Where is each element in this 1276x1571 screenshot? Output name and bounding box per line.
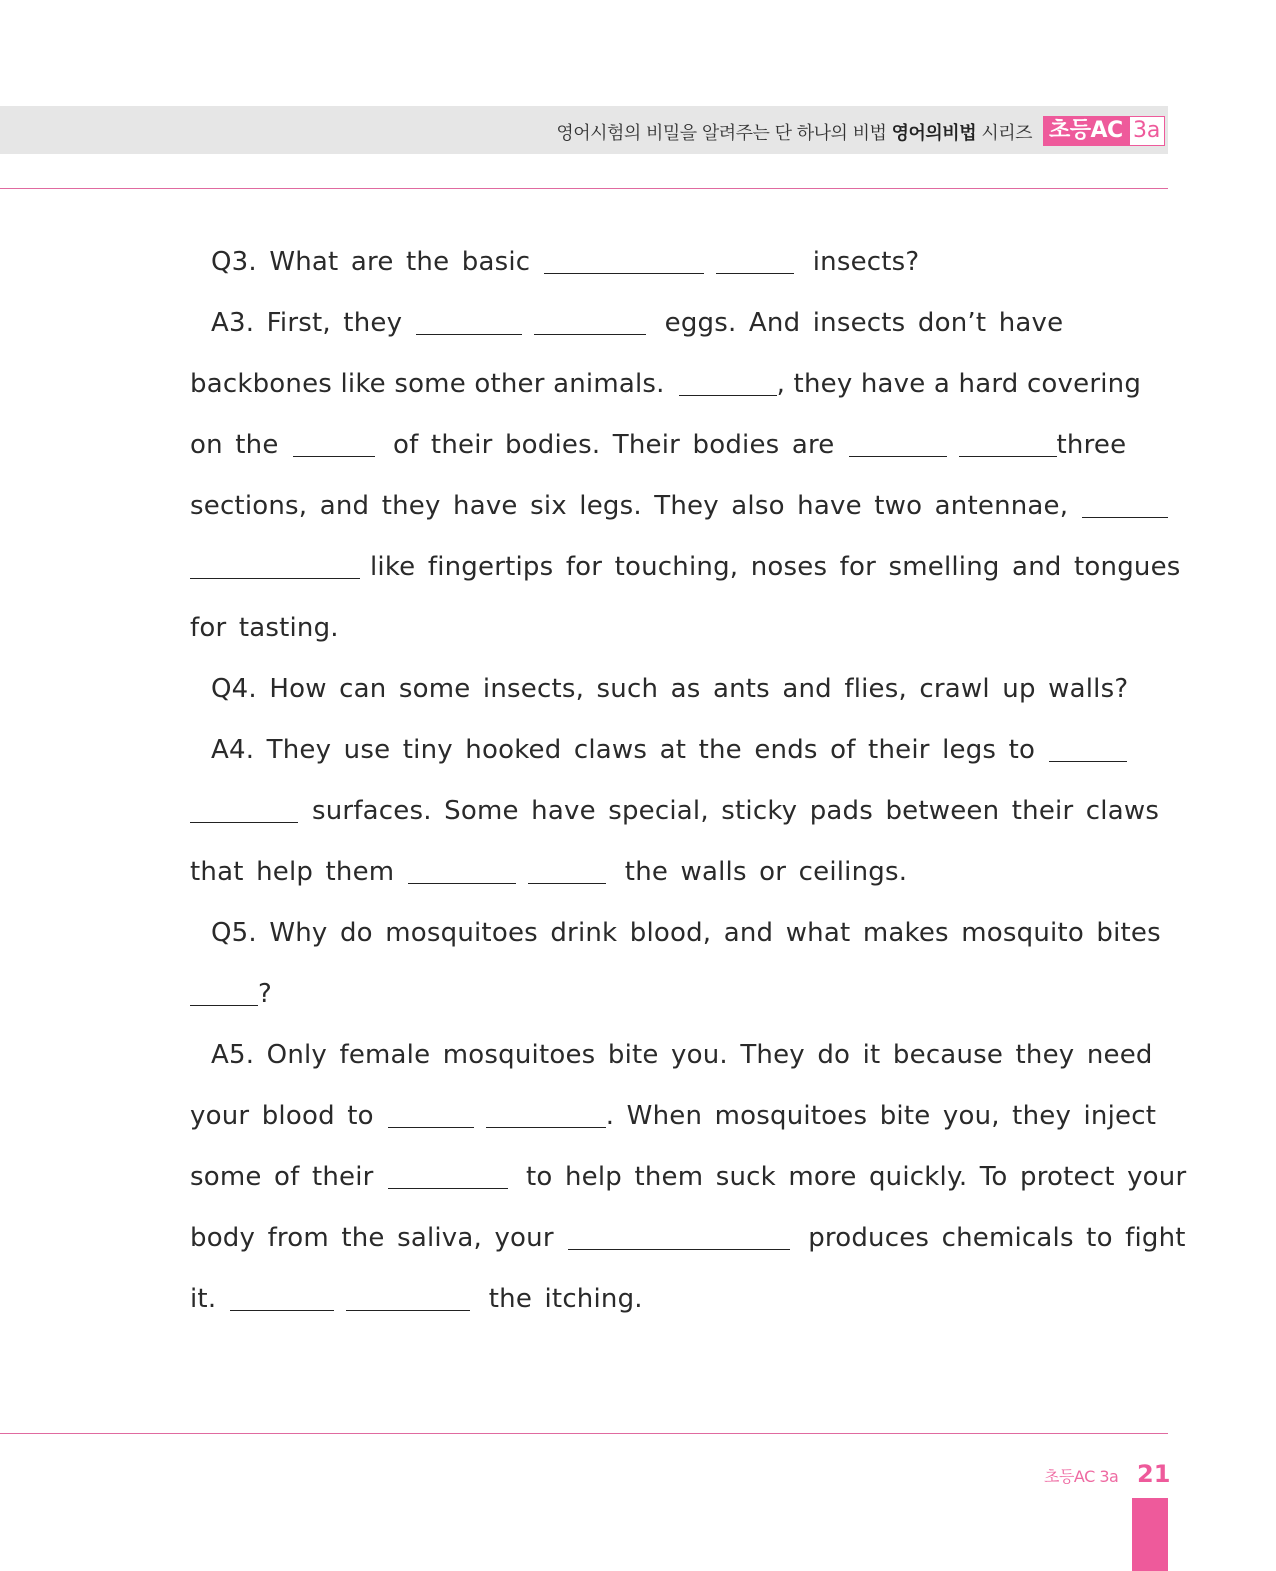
answer-a3-line-2: backbones like some other animals. , they have a hard covering	[190, 369, 1142, 399]
answer-a5-line-5: it. the itching.	[190, 1284, 643, 1314]
answer-blank[interactable]	[716, 251, 794, 274]
question-q5-line-2: ?	[190, 964, 1115, 1025]
badge-level-label: 3a	[1129, 116, 1165, 146]
worksheet-body	[190, 232, 1187, 1330]
page-number: 21	[1137, 1460, 1171, 1488]
answer-a5-line-2: your blood to . When mosquitoes bite you, they inject	[190, 1101, 1157, 1131]
level-badge	[1043, 116, 1165, 146]
answer-blank[interactable]	[408, 861, 516, 884]
page-tab-marker	[1132, 1498, 1168, 1571]
answer-blank[interactable]	[230, 1288, 334, 1311]
answer-a3-line-3: on the of their bodies. Their bodies are three	[190, 430, 1127, 460]
answer-a5-line-1: A5. Only female mosquitoes bite you. They do it because they need	[211, 1040, 1153, 1070]
answer-blank[interactable]	[293, 434, 375, 457]
answer-blank[interactable]	[388, 1166, 508, 1189]
answer-a5-line-4: body from the saliva, your produces chemicals to fight	[190, 1223, 1186, 1253]
answer-blank[interactable]	[959, 434, 1057, 457]
answer-blank[interactable]	[346, 1288, 470, 1311]
answer-a5-line-3: some of their to help them suck more quickly. To protect your	[190, 1162, 1187, 1192]
series-title: 영어시험의 비밀을 알려주는 단 하나의 비법 영어의비법 시리즈	[556, 123, 1032, 144]
footer-book-label: 초등AC 3a	[1044, 1467, 1119, 1486]
top-rule	[0, 188, 1168, 189]
answer-blank[interactable]	[528, 861, 606, 884]
answer-blank[interactable]	[416, 312, 522, 335]
answer-a3-line-4: sections, and they have six legs. They also have two antennae,	[190, 476, 1115, 537]
answer-blank[interactable]	[190, 556, 360, 579]
answer-a4-line-3: that help them the walls or ceilings.	[190, 857, 908, 887]
answer-a3-line-6: for tasting.	[190, 613, 339, 643]
question-q3: Q3. What are the basic insects?	[211, 247, 920, 277]
answer-blank[interactable]	[544, 251, 704, 274]
answer-blank[interactable]	[568, 1227, 790, 1250]
question-q4: Q4. How can some insects, such as ants and flies, crawl up walls?	[211, 674, 1129, 704]
answer-blank[interactable]	[388, 1105, 474, 1128]
answer-a3-line-1: A3. First, they eggs. And insects don’t have	[211, 308, 1064, 338]
answer-blank[interactable]	[849, 434, 947, 457]
question-q5: Q5. Why do mosquitoes drink blood, and what makes mosquito bites	[211, 918, 1161, 948]
answer-a3-line-5: like fingertips for touching, noses for smelling and tongues	[190, 537, 1115, 598]
answer-blank[interactable]	[1082, 495, 1168, 518]
answer-blank[interactable]	[1049, 739, 1127, 762]
answer-blank[interactable]	[486, 1105, 606, 1128]
answer-blank[interactable]	[190, 983, 258, 1006]
bottom-rule	[0, 1433, 1168, 1434]
badge-main-label: 초등AC	[1043, 116, 1129, 146]
answer-a4-line-2: surfaces. Some have special, sticky pads between their claws	[190, 781, 1115, 842]
answer-blank[interactable]	[679, 373, 777, 396]
answer-blank[interactable]	[534, 312, 646, 335]
answer-a4-line-1: A4. They use tiny hooked claws at the ends of their legs to	[190, 720, 1115, 781]
answer-blank[interactable]	[190, 800, 298, 823]
